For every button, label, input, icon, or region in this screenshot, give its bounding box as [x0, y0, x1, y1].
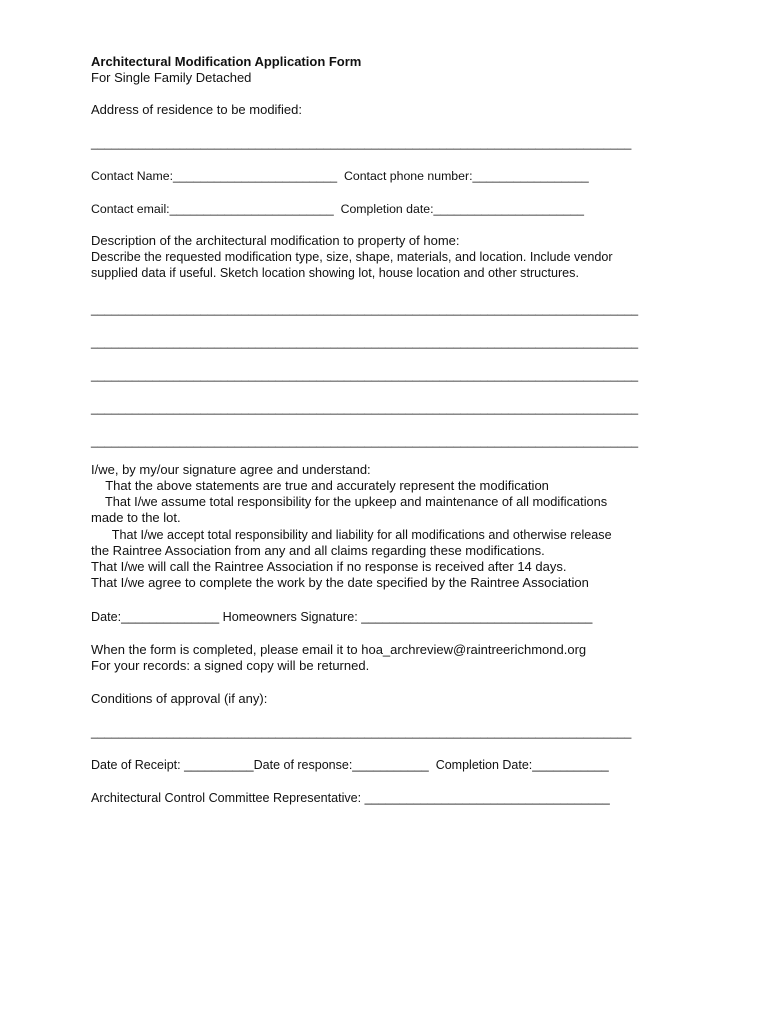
agreement-statement: made to the lot.	[91, 510, 181, 525]
description-field-line[interactable]: ________________________________________________________________________________	[91, 401, 639, 415]
contact-email-completion-fields[interactable]: Contact email:________________________ Completion date:______________________	[91, 202, 584, 216]
agreement-statement: the Raintree Association from any and all claims regarding these modifications.	[91, 543, 545, 558]
form-subtitle: For Single Family Detached	[91, 70, 252, 85]
description-field-line[interactable]: ________________________________________________________________________________	[91, 434, 639, 448]
agreement-statement: That I/we agree to complete the work by the date specified by the Raintree Association	[91, 575, 589, 590]
description-instructions-line-2: supplied data if useful. Sketch location showing lot, house location and other structures.	[91, 266, 579, 280]
agreement-statement: That I/we accept total responsibility and liability for all modifications and otherwise release	[91, 528, 612, 542]
description-heading: Description of the architectural modification to property of home:	[91, 233, 460, 248]
contact-name-phone-fields[interactable]: Contact Name:________________________ Contact phone number:_________________	[91, 169, 589, 183]
address-label: Address of residence to be modified:	[91, 102, 303, 117]
address-field[interactable]: _______________________________________________________________________________	[91, 136, 632, 150]
agreement-intro: I/we, by my/our signature agree and understand:	[91, 462, 371, 477]
records-note: For your records: a signed copy will be returned.	[91, 658, 370, 673]
form-title: Architectural Modification Application Form	[91, 54, 362, 69]
committee-representative-field[interactable]: Architectural Control Committee Representative: ___________________________________	[91, 791, 610, 805]
description-field-line[interactable]: ________________________________________________________________________________	[91, 368, 639, 382]
agreement-statement: That I/we will call the Raintree Association if no response is received after 14 days.	[91, 559, 567, 574]
conditions-label: Conditions of approval (if any):	[91, 691, 268, 706]
agreement-statement: That the above statements are true and accurately represent the modification	[91, 478, 549, 493]
date-signature-fields[interactable]: Date:______________ Homeowners Signature: _________________________________	[91, 610, 593, 624]
agreement-statement: That I/we assume total responsibility for the upkeep and maintenance of all modifications	[91, 494, 608, 509]
receipt-response-completion-fields[interactable]: Date of Receipt: __________Date of response:___________ Completion Date:___________	[91, 758, 609, 772]
email-instructions: When the form is completed, please email it to hoa_archreview@raintreerichmond.org	[91, 642, 587, 657]
description-field-line[interactable]: ________________________________________________________________________________	[91, 335, 639, 349]
description-instructions-line-1: Describe the requested modification type, size, shape, materials, and location. Include vendor	[91, 250, 613, 264]
description-field-line[interactable]: ________________________________________________________________________________	[91, 302, 639, 316]
conditions-field[interactable]: _______________________________________________________________________________	[91, 725, 632, 739]
